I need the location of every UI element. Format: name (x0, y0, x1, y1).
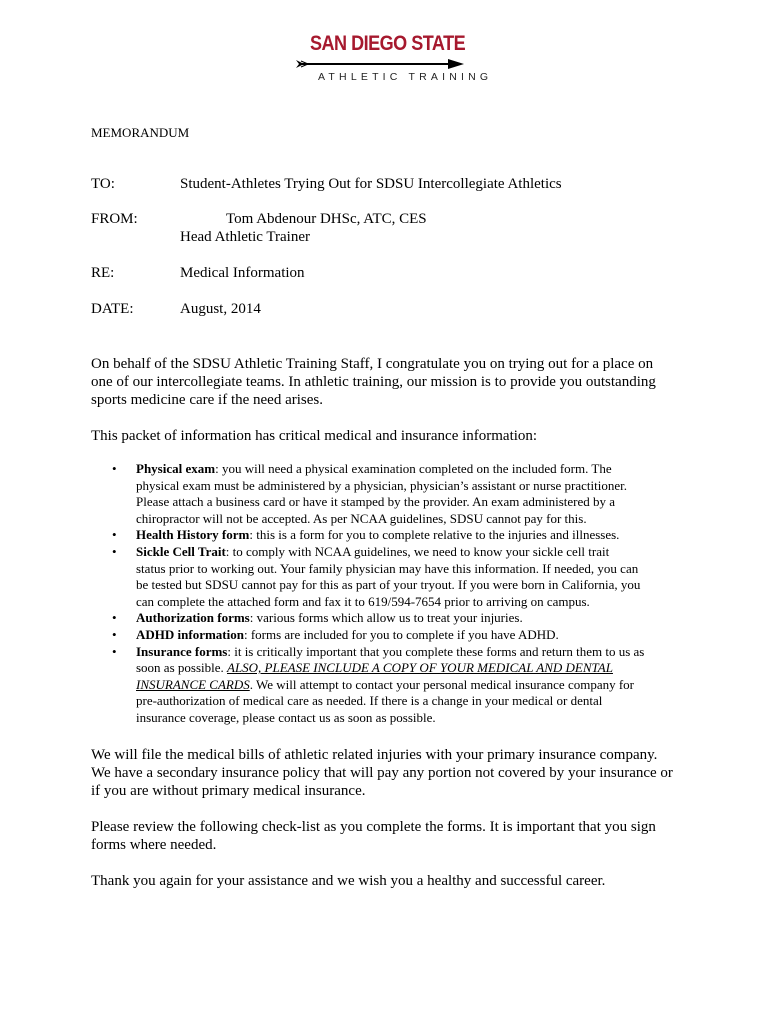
list-item-health-history (112, 527, 692, 544)
bullet-title: Health History form (136, 527, 250, 543)
bullet-title: Physical exam (136, 461, 216, 476)
billing-line: We will file the medical bills of athletic related injuries with your primary insurance company. (91, 747, 658, 763)
bullet-icon: • (112, 543, 117, 559)
intro-line: one of our intercollegiate teams. In athletic training, our mission is to provide you outstanding (91, 374, 656, 390)
bullet-icon: • (112, 626, 117, 642)
list-item-adhd (112, 627, 692, 644)
intro-line: sports medicine care if the need arises. (91, 392, 323, 408)
bullet-icon: • (112, 461, 117, 476)
spear-icon (296, 57, 466, 71)
bullet-text: . We will attempt to contact your personal medical insurance company for (249, 676, 635, 692)
checklist-paragraph (91, 818, 691, 854)
intro-line: On behalf of the SDSU Athletic Training Staff, I congratulate you on trying out for a place on (91, 356, 654, 372)
to-value: Student-Athletes Trying Out for SDSU Intercollegiate Athletics (180, 176, 562, 192)
bullet-text: can complete the attached form and fax it to 619/594-7654 prior to arriving on campus. (136, 593, 590, 609)
bullet-text: be tested but SDSU cannot pay for this as part of your tryout. If you were born in California, you (136, 577, 641, 593)
logo-subtitle: ATHLETIC TRAINING (318, 71, 493, 83)
bullet-text: physical exam must be administered by a physician, physician’s assistant or nurse practitioner. (136, 477, 627, 493)
packet-intro: This packet of information has critical medical and insurance information: (91, 428, 538, 444)
bullet-icon: • (112, 643, 117, 659)
bullet-text: : it is critically important that you complete these forms and return them to us as (227, 643, 645, 659)
bullet-text: : to comply with NCAA guidelines, we need to know your sickle cell trait (225, 543, 610, 559)
list-item-insurance (112, 644, 692, 727)
sdsu-logo (296, 30, 493, 86)
bullet-text: : this is a form for you to complete relative to the injuries and illnesses. (249, 527, 620, 543)
billing-line: We have a secondary insurance policy that will pay any portion not covered by your insurance or (91, 765, 673, 781)
billing-line: if you are without primary medical insurance. (91, 783, 366, 799)
from-title: Head Athletic Trainer (180, 229, 310, 245)
bullet-icon: • (112, 527, 117, 543)
bullet-title: Authorization forms (136, 610, 250, 626)
closing-line: Thank you again for your assistance and we wish you a healthy and successful career. (91, 873, 606, 889)
date-label: DATE: (91, 301, 134, 317)
checklist-line: Please review the following check-list as you complete the forms. It is important that you sign (91, 819, 656, 835)
bullet-icon: • (112, 610, 117, 626)
insurance-cards-notice: INSURANCE CARDS (136, 676, 250, 692)
bullet-title: ADHD information (136, 626, 244, 642)
checklist-line: forms where needed. (91, 837, 217, 853)
list-item-sickle-cell (112, 544, 692, 610)
list-item-physical-exam (112, 461, 692, 527)
insurance-cards-notice: ALSO, PLEASE INCLUDE A COPY OF YOUR MEDICAL AND DENTAL (227, 660, 613, 676)
bullet-text: : you will need a physical examination completed on the included form. The (215, 461, 612, 476)
bullet-title: Insurance forms (136, 643, 228, 659)
date-value: August, 2014 (180, 301, 261, 317)
bullet-text: Please attach a business card or have it stamped by the provider. An exam administered by a (136, 494, 616, 510)
from-name: Tom Abdenour DHSc, ATC, CES (226, 211, 427, 227)
bullet-title: Sickle Cell Trait (136, 543, 226, 559)
from-label: FROM: (91, 211, 138, 227)
bullet-text: status prior to working out. Your family physician may have this information. If needed, you can (136, 560, 639, 576)
bullet-text: soon as possible. (136, 660, 227, 676)
re-value: Medical Information (180, 265, 305, 281)
memo-title: MEMORANDUM (91, 125, 190, 140)
bullet-text: : various forms which allow us to treat your injuries. (249, 610, 523, 626)
bullet-text: chiropractor will not be accepted. As per NCAA guidelines, SDSU cannot pay for this. (136, 510, 587, 526)
bullet-text: : forms are included for you to complete if you have ADHD. (243, 626, 559, 642)
bullet-text: pre-authorization of medical care as needed. If there is a change in your medical or dental (136, 693, 603, 709)
re-label: RE: (91, 265, 115, 281)
packet-contents-list (112, 461, 692, 727)
bullet-text: insurance coverage, please contact us as soon as possible. (136, 709, 436, 725)
billing-paragraph (91, 746, 691, 800)
to-label: TO: (91, 176, 115, 192)
logo-title: SAN DIEGO STATE (310, 32, 466, 55)
intro-paragraph (91, 355, 691, 409)
list-item-authorization (112, 610, 692, 627)
